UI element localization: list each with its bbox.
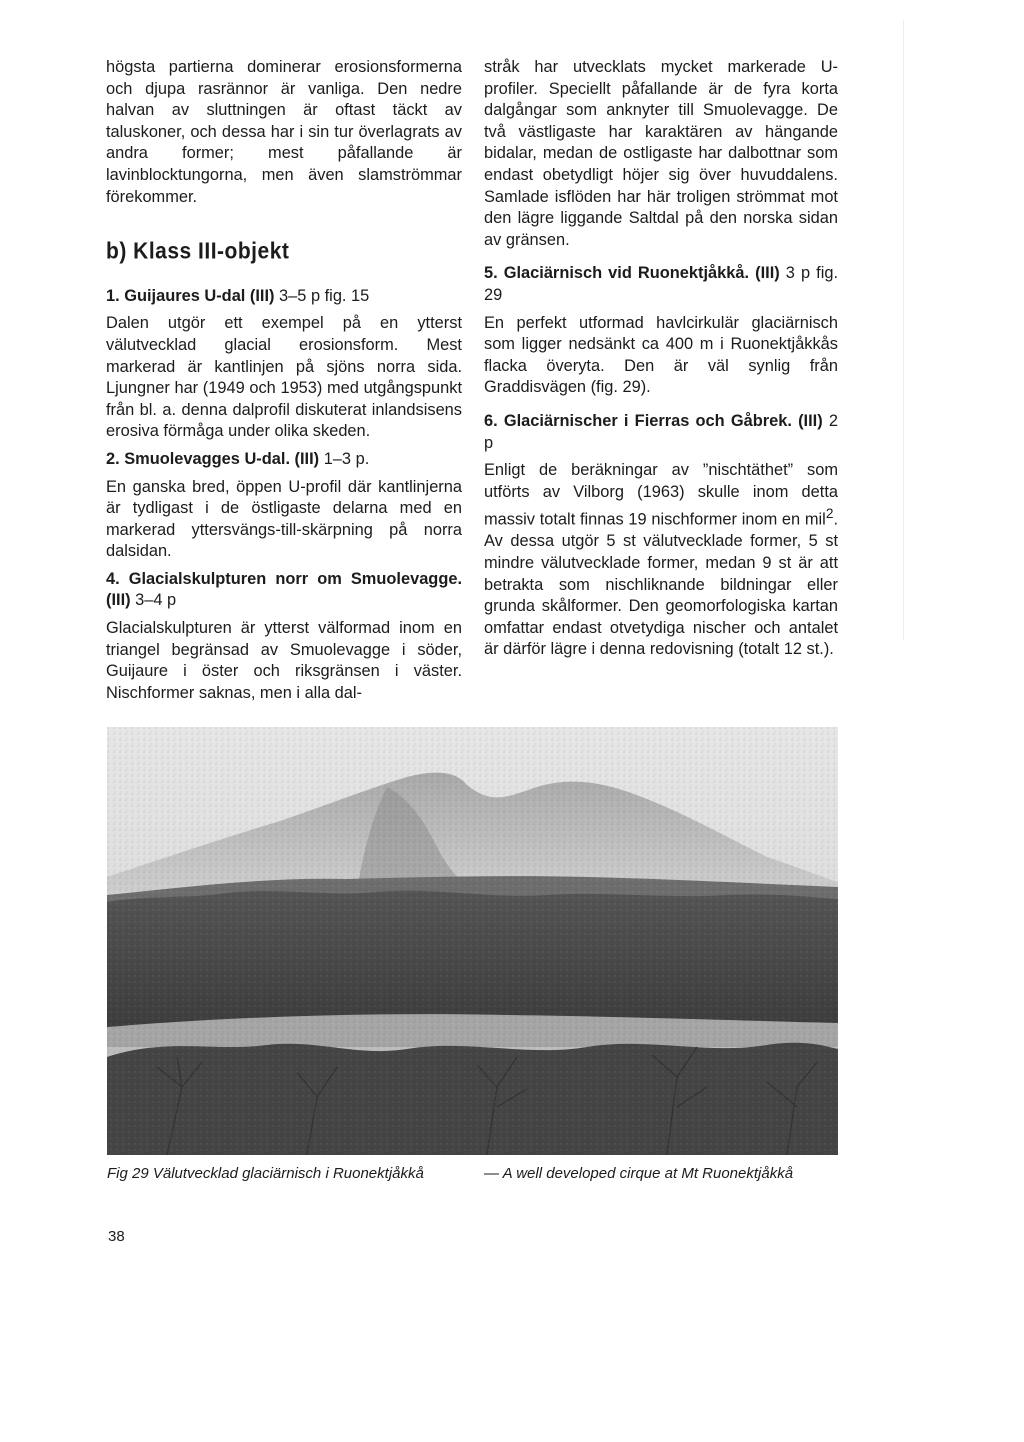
section-4-heading <box>106 569 462 612</box>
section-1-body: Dalen utgör ett exempel på en ytterst välutvecklad glacial erosionsform. Mest markerad är kantlinjen på sjöns norra sida. Ljungner har (1949 och 1953) med utgångspunkt från bl. a. denna dalprofil diskuterat inlandsisens erosiva förmåga under olika skeden. <box>106 314 462 441</box>
section-6-body-part-b: . Av dessa utgör 5 st välutvecklade former, 5 st mindre välutvecklade former, medan 9 st är att betrakta som nischliknande bildningar eller grunda skålformer. Den geomorfologiska kartan omfattar endast otvetydiga nischer och antalet är därför lägre i denna redovisning (totalt 12 st.). <box>484 510 838 659</box>
section-6-body-part-a: Enligt de beräkningar av ”nischtäthet” som utförts av Vilborg (1963) skulle inom detta massiv totalt finnas 19 nischformer inom en mil <box>484 461 838 529</box>
caption-swedish: Fig 29 Välutvecklad glaciärnisch i Ruonektjåkkå <box>107 1165 424 1182</box>
landscape-photo-drawing <box>107 727 838 1155</box>
superscript-two: 2 <box>825 506 834 522</box>
section-6-heading-bold: 6. Glaciärnischer i Fierras och Gåbrek. (III) <box>484 411 823 430</box>
section-6-heading <box>484 411 838 454</box>
section-1-heading-bold: 1. Guijaures U-dal (III) <box>106 286 275 305</box>
landscape-photo <box>107 727 838 1155</box>
left-column <box>106 57 462 704</box>
left-intro-paragraph: högsta partierna dominerar erosionsformerna och djupa rasrännor är vanliga. Den nedre halvan av sluttningen är oftast täckt av taluskoner, och dessa har i sin tur överlagrats av andra former; mest påfallande är lavinblocktungorna, men även slamströmmar förekommer. <box>106 58 462 206</box>
section-4-body: Glacialskulpturen är ytterst välformad inom en triangel begränsad av Smuolevagge i söder, Guijaure i öster och riksgränsen i väster. Nischformer saknas, men i alla dal- <box>106 619 462 702</box>
section-1-heading-meta: 3–5 p fig. 15 <box>274 286 370 305</box>
right-intro-paragraph: stråk har utvecklats mycket markerade U-profiler. Speciellt påfallande är de fyra korta dalgångar som anknyter till Smuolevagge. De två västligaste har karaktären av hängande bidalar, medan de ostligaste har dalbottnar som endast obetydligt höjer sig över huvuddalens. Samlade isflöden har här troligen strömmat mot den lägre liggande Saltdal på den norska sidan av gränsen. <box>484 58 838 249</box>
section-5-heading-bold: 5. Glaciärnisch vid Ruonektjåkkå. (III) <box>484 264 780 283</box>
right-column <box>484 57 838 661</box>
section-2-heading-bold: 2. Smuolevagges U-dal. (III) <box>106 449 320 468</box>
section-title: b) Klass III-objekt <box>106 238 290 265</box>
section-4-heading-bold: 4. Glacialskulpturen norr om Smuolevagge. (III) <box>106 569 462 610</box>
section-2-heading-meta: 1–3 p. <box>319 449 370 468</box>
section-5-heading <box>484 263 838 306</box>
caption-english: — A well developed cirque at Mt Ruonektjåkkå <box>484 1165 794 1182</box>
page-number: 38 <box>108 1228 125 1245</box>
section-4-heading-meta: 3–4 p <box>130 591 177 610</box>
section-6-heading-meta: 2 p <box>484 411 838 452</box>
section-6-body <box>484 460 838 661</box>
section-2-body: En ganska bred, öppen U-profil där kantlinjerna är tydligast i de östligaste delarna med en markerad yttersvängs-till-skärpning på norra dalsidan. <box>106 477 462 561</box>
section-5-heading-meta: 3 p fig. 29 <box>484 264 839 304</box>
section-1-heading <box>106 286 462 308</box>
section-5-body: En perfekt utformad havlcirkulär glaciärnisch som ligger nedsänkt ca 400 m i Ruonektjåkkås flacka överyta. Den är väl synlig från Graddisvägen (fig. 29). <box>484 313 838 397</box>
photo-grain <box>107 727 838 1155</box>
section-2-heading <box>106 449 462 471</box>
scan-margin-line <box>903 20 904 640</box>
